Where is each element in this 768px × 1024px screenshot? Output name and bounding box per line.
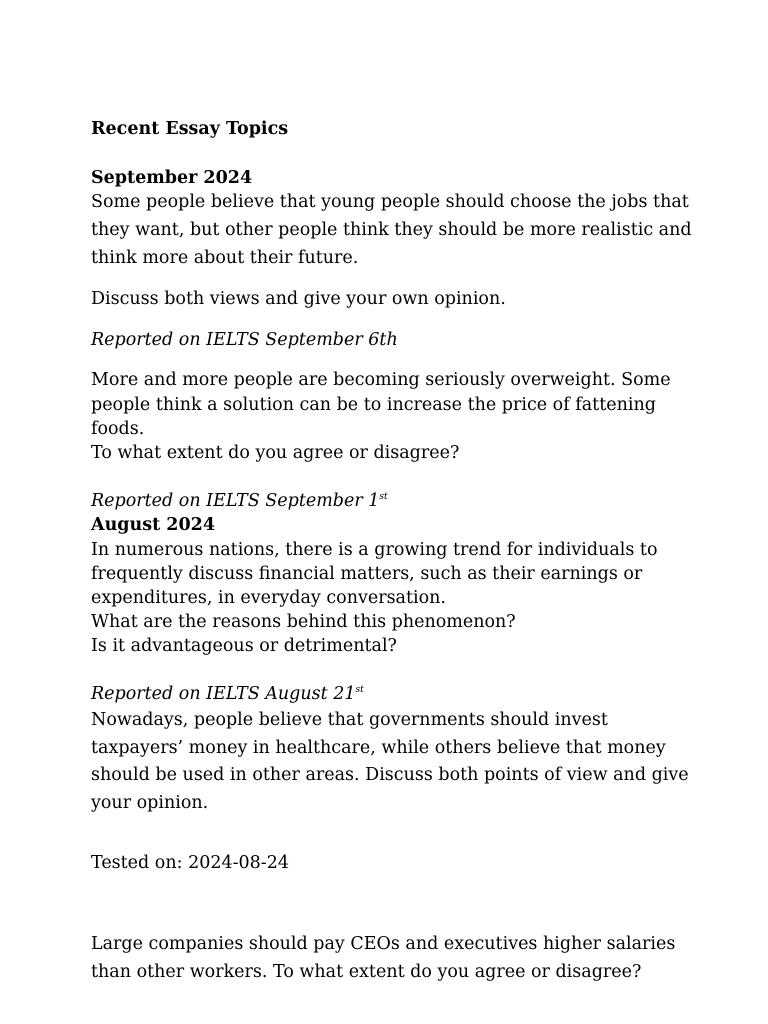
- topic-2-line-4: To what extent do you agree or disagree?: [91, 443, 460, 463]
- topic-2-line-1: More and more people are becoming seriously overweight. Some: [91, 370, 671, 390]
- topic-3-reported-suffix: st: [355, 685, 364, 696]
- section-heading-september-2024: September 2024: [91, 168, 253, 188]
- topic-1-reported-text: Reported on IELTS September 6th: [91, 330, 398, 350]
- topic-2-reported-suffix: st: [379, 492, 388, 503]
- topic-4-line-2: taxpayers’ money in healthcare, while others believe that money: [91, 738, 666, 758]
- topic-4-line-4: your opinion.: [91, 793, 209, 813]
- topic-1-reported: [91, 332, 398, 350]
- topic-1-line-3: think more about their future.: [91, 248, 359, 268]
- topic-1-line-2: they want, but other people think they should be more realistic and: [91, 220, 692, 240]
- topic-3-line-3: expenditures, in everyday conversation.: [91, 588, 446, 608]
- topic-4-line-1: Nowadays, people believe that governments should invest: [91, 710, 608, 730]
- topic-2-line-2: people think a solution can be to increase the price of fattening: [91, 395, 656, 415]
- topic-2-reported: [91, 493, 388, 511]
- topic-3-line-1: In numerous nations, there is a growing trend for individuals to: [91, 540, 658, 560]
- document-title: Recent Essay Topics: [91, 119, 289, 139]
- topic-3-reported: [91, 686, 364, 704]
- topic-3-reported-text: Reported on IELTS August 21: [91, 684, 356, 704]
- topic-4-line-3: should be used in other areas. Discuss both points of view and give: [91, 765, 689, 785]
- topic-1-line-1: Some people believe that young people should choose the jobs that: [91, 192, 689, 212]
- topic-2-line-3: foods.: [91, 419, 145, 439]
- topic-2-reported-text: Reported on IELTS September 1: [91, 491, 380, 511]
- topic-5-line-1: Large companies should pay CEOs and executives higher salaries: [91, 934, 676, 954]
- topic-1-instruction: Discuss both views and give your own opinion.: [91, 289, 506, 309]
- topic-3-line-4: What are the reasons behind this phenomenon?: [91, 612, 516, 632]
- topic-3-line-5: Is it advantageous or detrimental?: [91, 636, 397, 656]
- topic-3-line-2: frequently discuss financial matters, such as their earnings or: [91, 564, 643, 584]
- topic-5-line-2: than other workers. To what extent do you agree or disagree?: [91, 962, 642, 982]
- topic-4-tested: Tested on: 2024-08-24: [91, 853, 289, 873]
- section-heading-august-2024: August 2024: [91, 515, 215, 535]
